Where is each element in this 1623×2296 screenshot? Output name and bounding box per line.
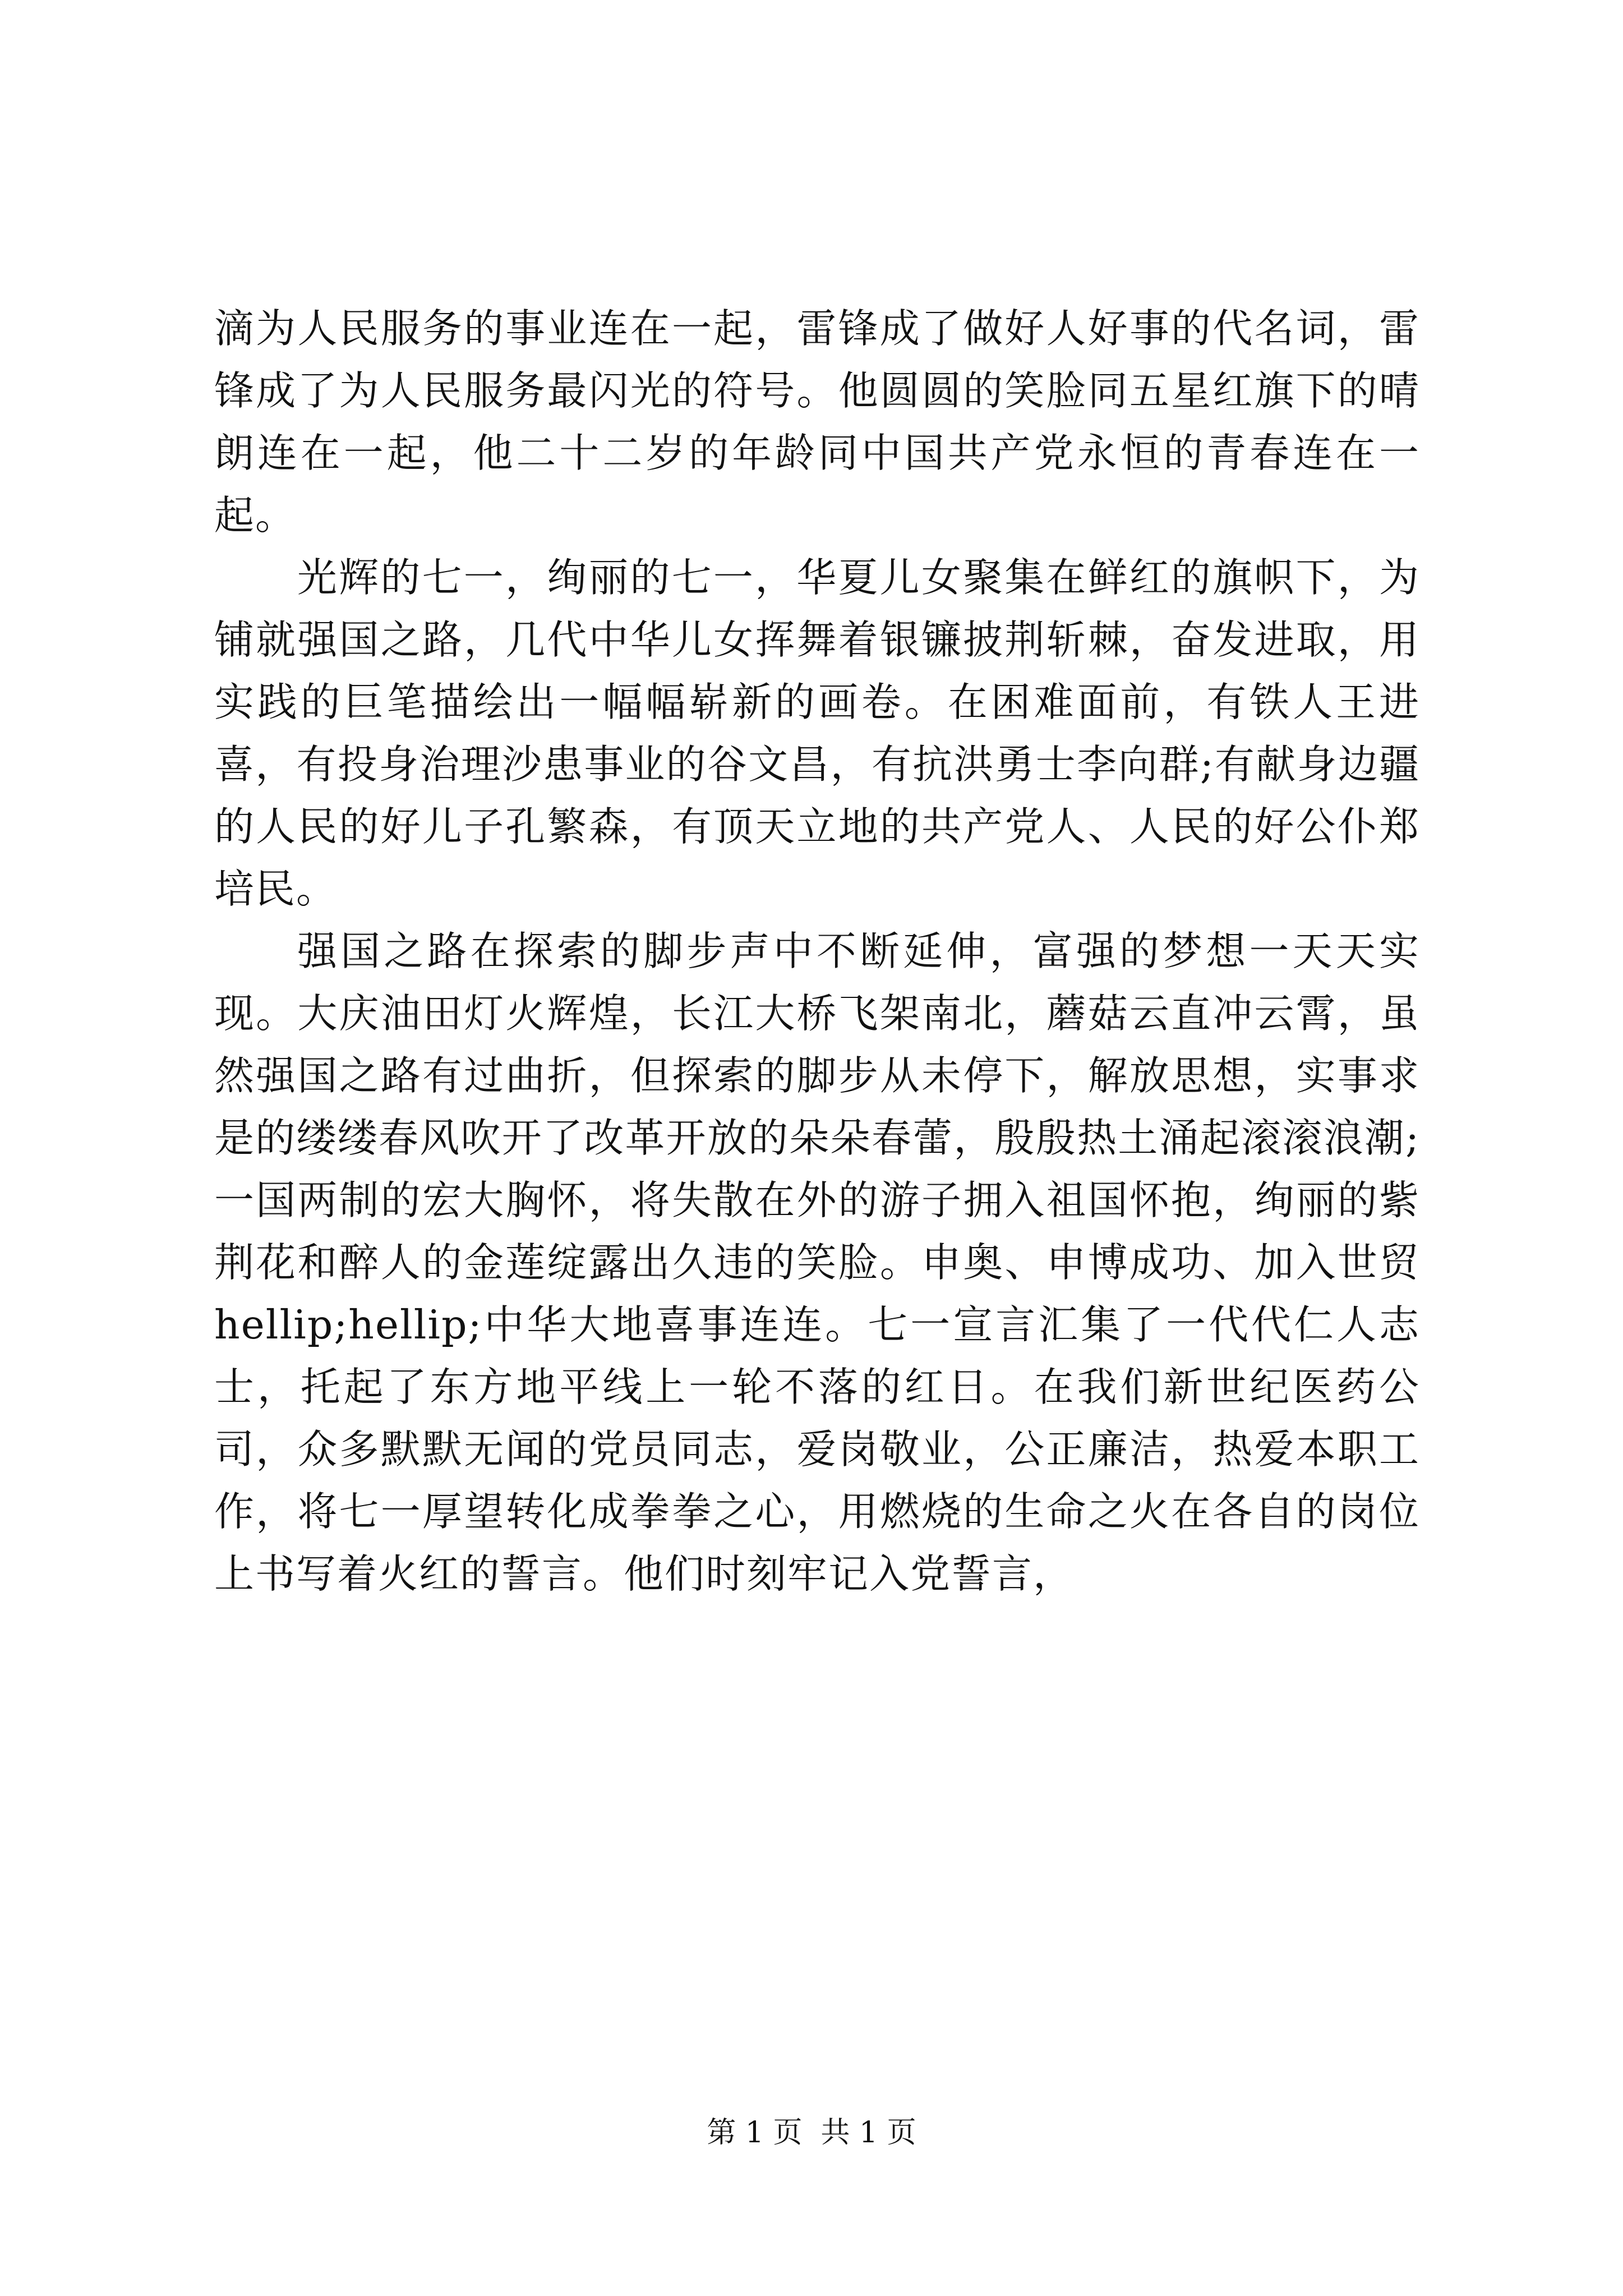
- paragraph-2: 光辉的七一，绚丽的七一，华夏儿女聚集在鲜红的旗帜下，为铺就强国之路，几代中华儿女挥舞着银镰披荆斩棘，奋发进取，用实践的巨笔描绘出一幅幅崭新的画卷。在困难面前，有铁人王进喜，有投身治理沙患事业的谷文昌，有抗洪勇士李向群;有献身边疆的人民的好儿子孔繁森，有顶天立地的共产党人、人民的好公仆郑培民。: [214, 554, 1420, 912]
- paragraph-3: 强国之路在探索的脚步声中不断延伸，富强的梦想一天天实现。大庆油田灯火辉煌，长江大桥飞架南北，蘑菇云直冲云霄，虽然强国之路有过曲折，但探索的脚步从未停下，解放思想，实事求是的缕缕春风吹开了改革开放的朵朵春蕾，殷殷热土涌起滚滚浪潮;一国两制的宏大胸怀，将失散在外的游子拥入祖国怀抱，绚丽的紫荆花和醉人的金莲绽露出久违的笑脸。申奥、申博成功、加入世贸 hellip;hellip;中华大地喜事连连。七一宣言汇集了一代代仁人志士，托起了东方地平线上一轮不落的红日。在我们新世纪医药公司，众多默默无闻的党员同志，爱岗敬业，公正廉洁，热爱本职工作，将七一厚望转化成拳拳之心，用燃烧的生命之火在各自的岗位上书写着火红的誓言。他们时刻牢记入党誓言，: [214, 928, 1420, 1597]
- paragraph-1: 滴为人民服务的事业连在一起，雷锋成了做好人好事的代名词，雷锋成了为人民服务最闪光的符号。他圆圆的笑脸同五星红旗下的晴朗连在一起，他二十二岁的年龄同中国共产党永恒的青春连在一起。: [214, 305, 1420, 539]
- document-body: [214, 297, 1420, 1605]
- page-footer: [0, 2116, 1623, 2150]
- page-number-label: 第 1 页 共 1 页: [707, 2116, 916, 2150]
